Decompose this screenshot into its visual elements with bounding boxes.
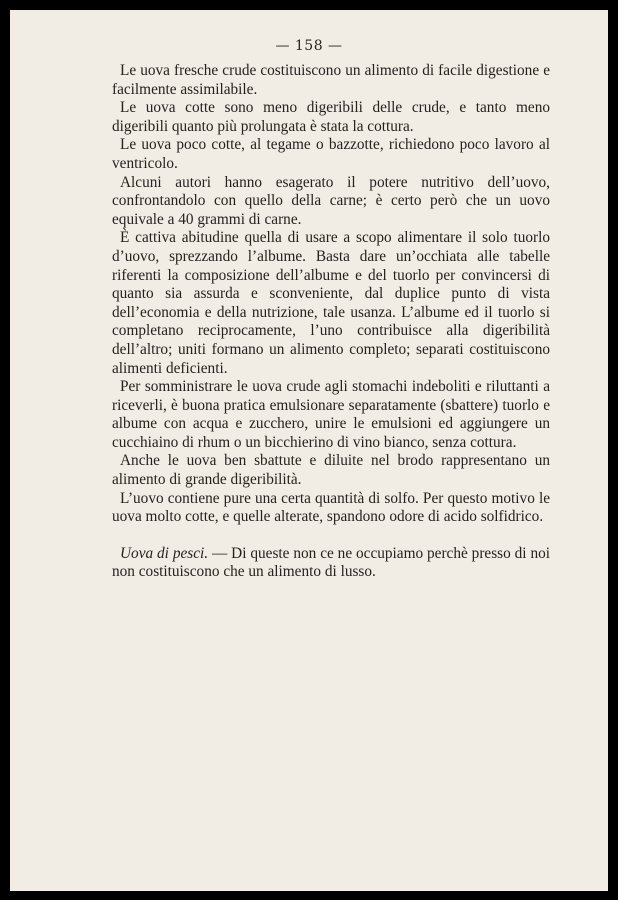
- book-page: [10, 10, 608, 891]
- paragraph-lightly-cooked: Le uova poco cotte, al tegame o bazzotte, richiedono poco lavoro al ventricolo.: [112, 136, 550, 172]
- paragraph-cooked-eggs: Le uova cotte sono meno digeribili delle crude, e tanto meno digeribili quanto più prolungata è stata la cottura.: [112, 99, 550, 135]
- paragraph-sulfur: L’uovo contiene pure una certa quantità di solfo. Per questo motivo le uova molto cotte, e quelle alterate, spandono odore di acido solfidrico.: [112, 489, 550, 526]
- paragraph-fish-eggs: [112, 545, 550, 582]
- fish-eggs-title: Uova di pesci.: [120, 544, 209, 562]
- page-body: [112, 62, 550, 582]
- section-gap: [112, 527, 550, 545]
- paragraph-yolk-albumen: È cattiva abitudine quella di usare a scopo alimentare il solo tuorlo d’uovo, sprezzando l’albume. Basta dare un’occhiata alle tabelle riferenti la composizione dell’albume e del tuorlo per convincersi di quanto sia assurda e sconveniente, dal duplice punto di vista dell’economia e della nutrizione, tale usanza. L’albume ed il tuorlo si completano reciprocamente, l’uno contribuisce alla digeribilità dell’altro; uniti formano un alimento completo; separati costituiscono alimenti deficienti.: [112, 229, 550, 377]
- fish-eggs-text: — Di queste non ce ne occupiamo perchè presso di noi non costituiscono che un alimento di lusso.: [112, 544, 551, 581]
- paragraph-fresh-eggs: Le uova fresche crude costituiscono un alimento di facile digestione e facilmente assimilabile.: [112, 62, 550, 98]
- page-number: — 158 —: [275, 38, 343, 54]
- paragraph-eggs-in-broth: Anche le uova ben sbattute e diluite nel brodo rappresentano un alimento di grande digeribilità.: [112, 452, 550, 489]
- paragraph-raw-eggs-stomach: Per somministrare le uova crude agli stomachi indeboliti e riluttanti a riceverli, è buona pratica emulsionare separatamente (sbattere) tuorlo e albume con acqua e zucchero, unire le emulsioni ed aggiungere un cucchiaino di rhum o un bicchierino di vino bianco, senza cottura.: [112, 378, 550, 451]
- paragraph-nutritive-value: Alcuni autori hanno esagerato il potere nutritivo dell’uovo, confrontandolo con quello della carne; è certo però che un uovo equivale a 40 grammi di carne.: [112, 173, 550, 228]
